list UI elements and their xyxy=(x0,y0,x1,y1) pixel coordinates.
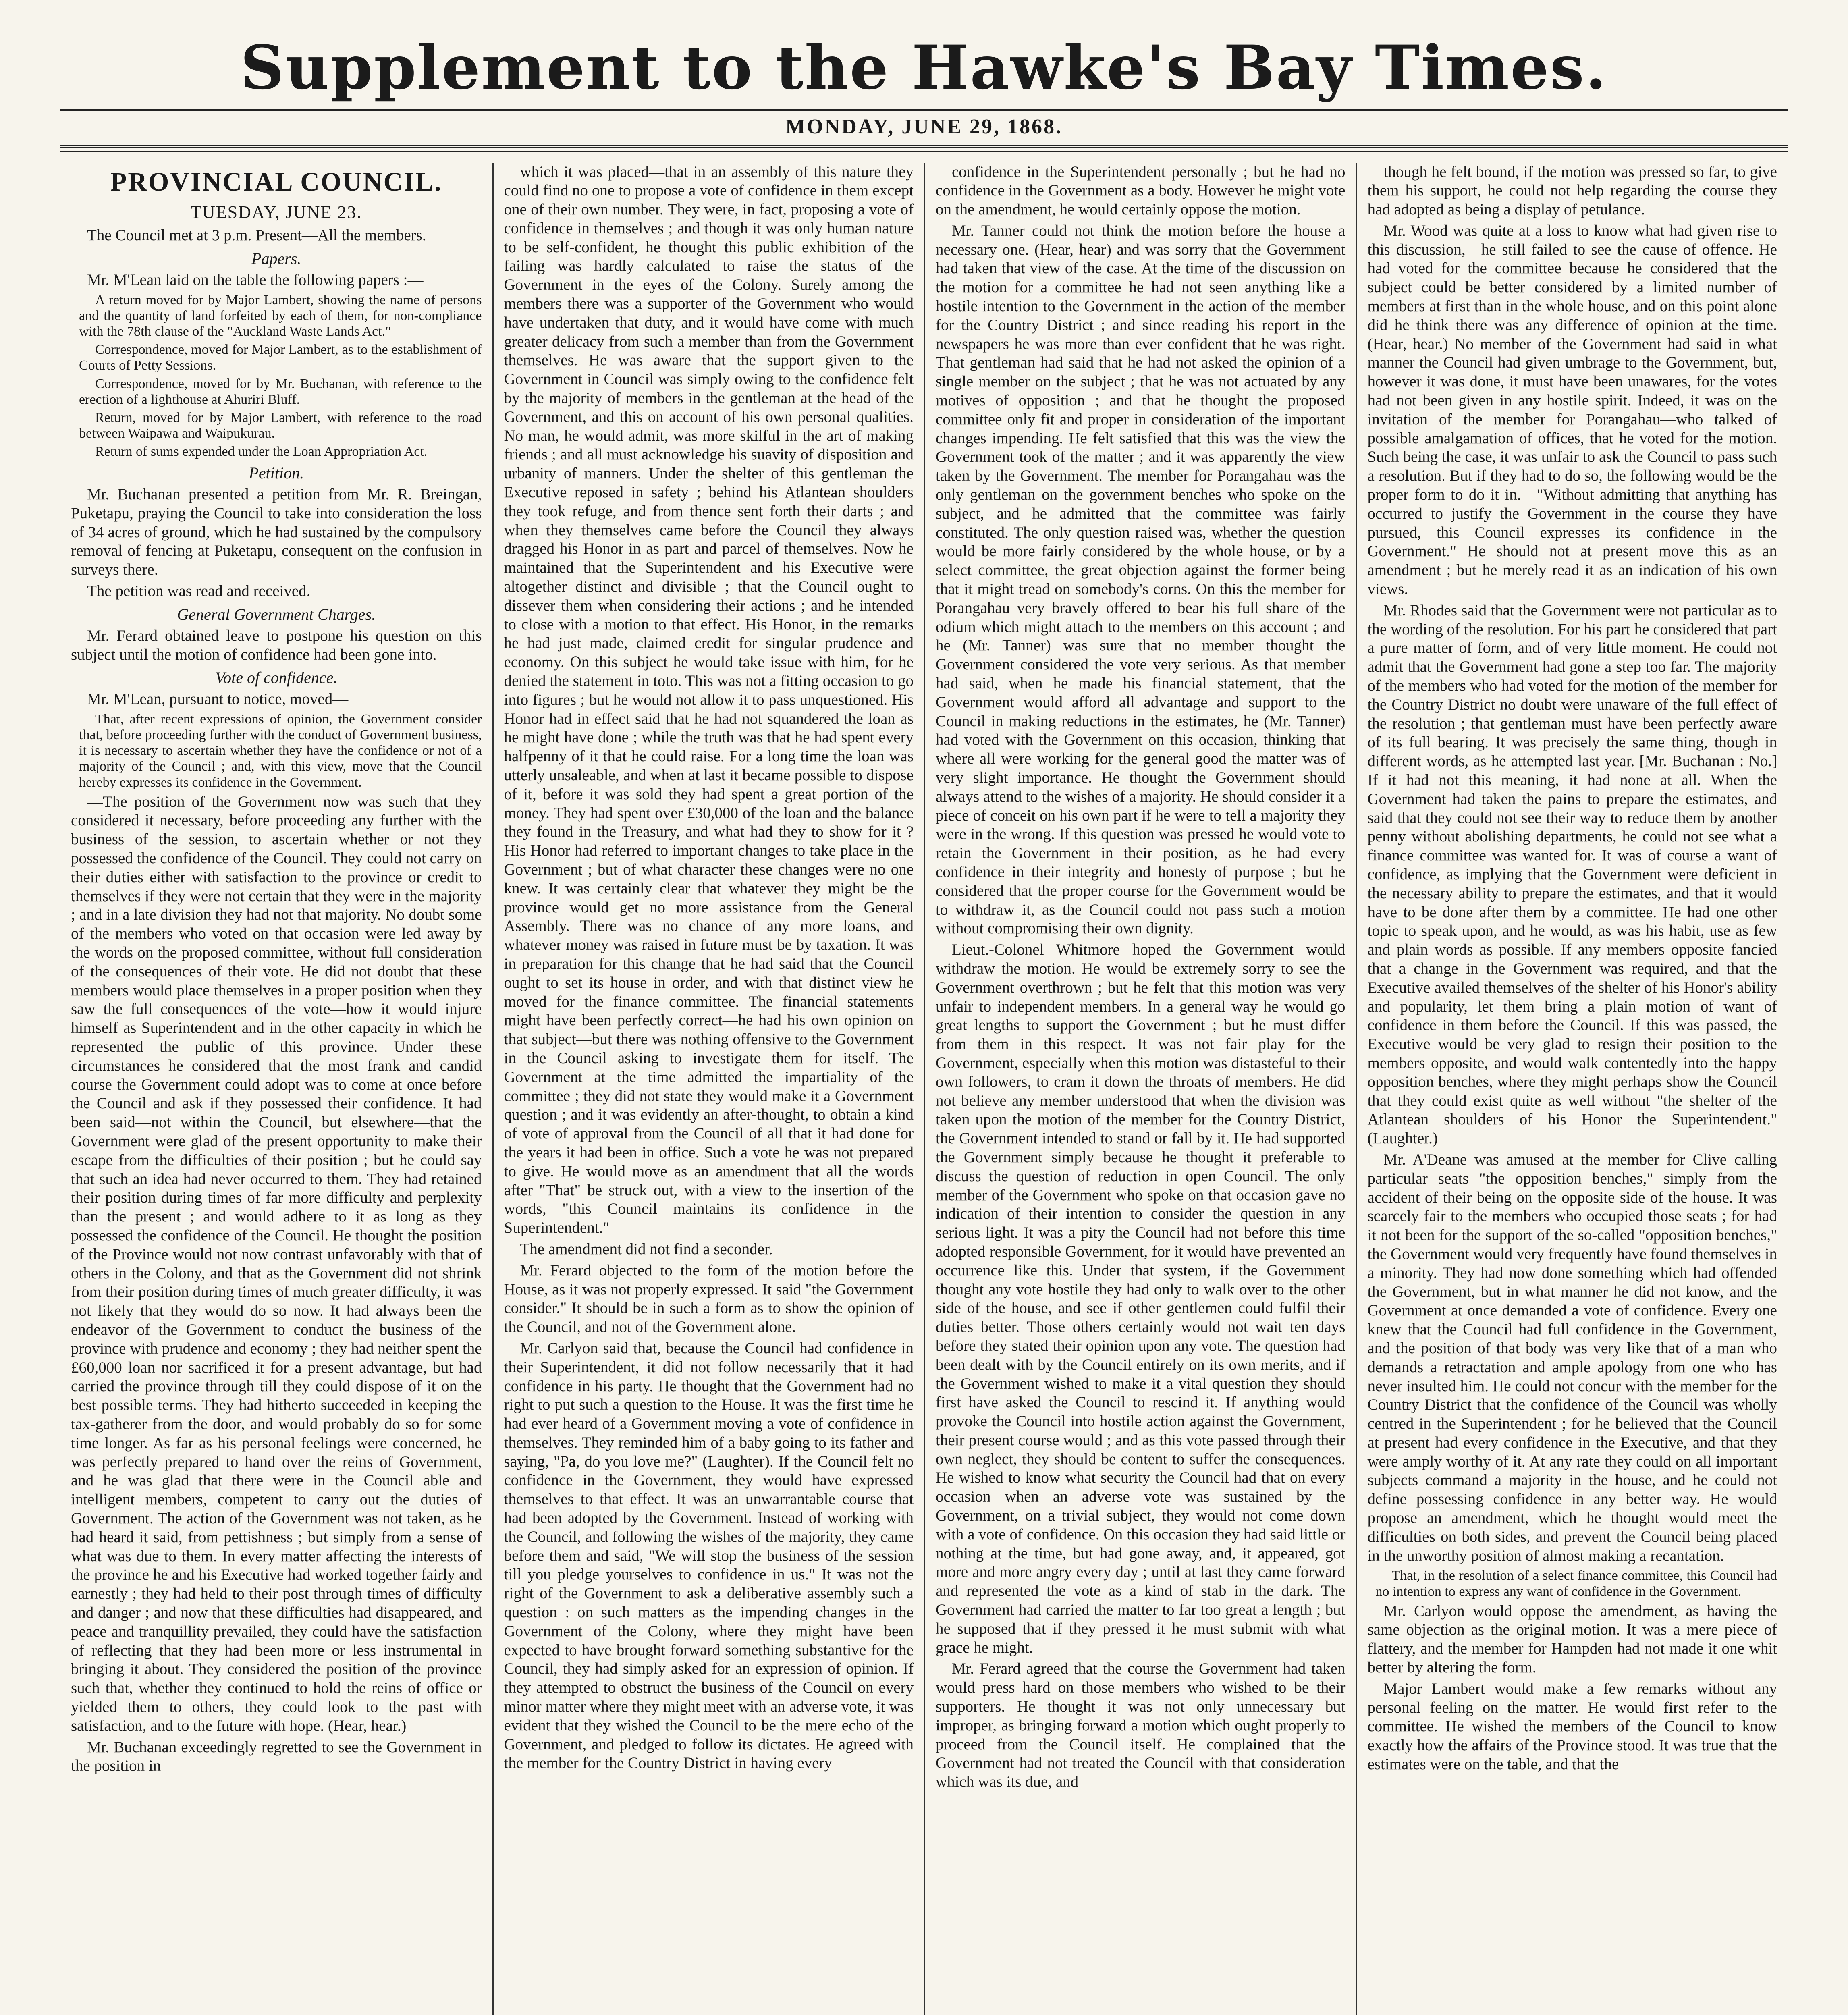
column-1 xyxy=(60,163,492,2015)
petition-paragraph: Mr. Buchanan presented a petition from Mr. R. Breingan, Puketapu, praying the Council to take into consideration the loss of 34 acres of ground, which he had sustained by the compulsory removal of fencing at Puketapu, consequent on the confusion in surveys there. xyxy=(71,486,482,579)
speech-paragraph: Major Lambert would make a few remarks without any personal feeling on the matter. He would first refer to the committee. He wished the members of the Council to know exactly how the affairs of the Province stood. It was true that the estimates were on the table, and that the xyxy=(1367,1680,1777,1773)
masthead: Supplement to the Hawke's Bay Times. xyxy=(240,32,1608,103)
speech-paragraph: Mr. Tanner could not think the motion before the house a necessary one. (Hear, hear) and was sorry that the Government had taken that view of the case. At the time of the discussion on the motion for a committee he had not seen anything like a hostile intention to the Government in the action of the member for the Country District ; and since reading his report in the newspapers he was more than ever confident that he was right. That gentleman had said that he had not asked the opinion of a single member on the subject ; that he was not actuated by any motives of opposition ; and that he thought the proposed committee only fit and proper in consideration of the important changes impending. He felt satisfied that this was the view the Government took of the matter ; and it was apparently the view taken by the Government. The member for Porangahau was the only gentleman on the government benches who spoke on the subject, and he admitted that the committee was fairly constituted. The only question raised was, whether the question would be more fairly considered by the whole house, or by a select committee, the great objection against the former being that it might tread on somebody's corns. On this the member for Porangahau very bravely offered to bear his full share of the odium which might attach to the members on this account ; and he (Mr. Tanner) was sure that no member thought the Government considered the vote very serious. As that member had said, when he made his financial statement, that the Government would afford all advantage and support to the Council in making reductions in the estimates, he (Mr. Tanner) had voted with the Government on this occasion, thinking that where all were working for the general good the matter was of very slight importance. He thought the Government should always attend to the wishes of a majority. He should consider it a piece of conceit on his own part if he were to tell a majority they were in the wrong. If this question was pressed he would vote to retain the Government in their position, as he had every confidence in their integrity and honesty of purpose ; but he considered that the proper course for the Government would be to withdraw it, as the Council could not pass such a motion without compromising their own dignity. xyxy=(936,222,1346,937)
speech-paragraph: which it was placed—that in an assembly of this nature they could find no one to propose a vote of confidence in them except one of their own number. They were, in fact, proposing a vote of confidence in themselves ; and though it was only human nature to be self-confident, he thought this public exhibition of the failing was hardly calculated to raise the status of the Government in the eyes of the Colony. Surely among the members there was a supporter of the Government who would have undertaken that duty, and it would have come with much greater delicacy from such a member than from the Government themselves. He was aware that the support given to the Government in Council was simply owing to the confidence felt by the majority of members in the gentleman at the head of the Government, and this on account of his own personal qualities. No man, he would admit, was more skilful in the art of making friends ; and all must acknowledge his suavity of disposition and urbanity of manners. Under the shelter of this gentleman the Executive reposed in safety ; behind his Atlantean shoulders they took refuge, and from thence sent forth their darts ; and when they themselves came before the Council they always dragged his Honor in as part and parcel of themselves. Now he maintained that the Superintendent and his Executive were altogether distinct and divisible ; that the Council ought to dissever them when considering their actions ; and he intended to close with a motion to that effect. His Honor, in the remarks he had just made, claimed credit for singular prudence and economy. On this subject he would take issue with him, for he denied the statement in toto. This was not a fitting occasion to go into figures ; but he would not allow it to pass unquestioned. His Honor had in effect said that he had not squandered the loan as he might have done ; while the truth was that he had spent every halfpenny of it that he could raise. For a long time the loan was utterly unsaleable, and when at last it became possible to dispose of it, before it was sold they had spent a great portion of the money. They had spent over £30,000 of the loan and the balance they found in the Treasury, and what had they to show for it ? His Honor had referred to important changes to take place in the Government ; but of what character these changes were no one knew. It was certainly clear that whatever they might be the province would get no more assistance from the General Assembly. There was no chance of any more loans, and whatever money was raised in future must be by taxation. It was in preparation for this change that he had said that the Council ought to set its house in order, and with that distinct view he moved for the finance committee. The financial statements might have been perfectly correct—he had his own opinion on that subject—but there was nothing offensive to the Government in the Council asking to investigate them for itself. The Government at the time admitted the impartiality of the committee ; they did not state they would make it a Government question ; and it was evidently an after-thought, to obtain a kind of vote of approval from the Council of all that it had done for the years it had been in office. Such a vote he was not prepared to give. He would move as an amendment that all the words after "That" be struck out, with a view to the insertion of the words, "this Council maintains its confidence in the Superintendent." xyxy=(504,163,914,1237)
speech-paragraph: Mr. Ferard objected to the form of the motion before the House, as it was not properly expressed. It said "the Government consider." It should be in such a form as to show the opinion of the Council, and not of the Government alone. xyxy=(504,1261,914,1336)
speech-paragraph: Mr. Carlyon said that, because the Council had confidence in their Superintendent, it did not follow necessarily that it had confidence in his party. He thought that the Government had no right to put such a question to the House. It was the first time he had ever heard of a Government moving a vote of confidence in themselves. They reminded him of a baby going to its father and saying, "Pa, do you love me?" (Laughter). If the Council felt no confidence in the Government, they would have expressed themselves to that effect. It was an unwarrantable course that had been adopted by the Government. Instead of working with the Council, and following the wishes of the majority, they came before them and said, "We will stop the business of the session till you pledge yourselves to confidence in us." It was not the right of the Government to ask a deliberative assembly such a question : on such matters as the impending changes in the Government of the Colony, where they might have been expected to have brought forward something substantive for the Council, they had simply asked for an expression of opinion. If they attempted to obstruct the business of the Council on every minor matter where they might meet with an adverse vote, it was evident that they wished the Council to be the mere echo of the Government, and pledged to follow its dictates. He agreed with the member for the Country District in having every xyxy=(504,1339,914,1772)
section-date: TUESDAY, JUNE 23. xyxy=(191,202,362,222)
speech-paragraph: The amendment did not find a seconder. xyxy=(520,1240,773,1258)
papers-heading: Papers. xyxy=(251,249,301,268)
vote-intro: Mr. M'Lean, pursuant to notice, moved— xyxy=(87,690,349,708)
intro-paragraph: The Council met at 3 p.m. Present—All the members. xyxy=(87,226,426,244)
paper-item: Return of sums expended under the Loan Appropriation Act. xyxy=(95,444,428,459)
article-columns xyxy=(60,163,1788,2015)
dateline-rule xyxy=(60,145,1788,152)
paper-item: Return, moved for by Major Lambert, with reference to the road between Waipawa and Waipukurau. xyxy=(79,410,482,441)
petition-heading: Petition. xyxy=(249,464,304,482)
speech-paragraph: Mr. Carlyon would oppose the amendment, as having the same objection as the original motion. It was a mere piece of flattery, and the member for Hampden had not made it one whit better by altering the form. xyxy=(1367,1602,1777,1676)
column-3 xyxy=(924,163,1356,2015)
column-2 xyxy=(492,163,924,2015)
speech-paragraph: though he felt bound, if the motion was pressed so far, to give them his support, he could not help regarding the course they had adopted as being a display of petulance. xyxy=(1367,163,1777,218)
speech-paragraph: Mr. Buchanan exceedingly regretted to see the Government in the position in xyxy=(71,1738,482,1775)
motion-text: That, after recent expressions of opinion, the Government consider that, before proceeding further with the conduct of Government business, it is necessary to ascertain whether they have the confidence or not of a majority of the Council ; and, with this view, move that the Council hereby expresses its confidence in the Government. xyxy=(79,712,482,790)
paper-item: Correspondence, moved for Major Lambert, as to the establishment of Courts of Petty Sessions. xyxy=(79,342,482,373)
speech-paragraph: Mr. Rhodes said that the Government were not particular as to the wording of the resolution. For his part he considered that part a pure matter of form, and of very little moment. He could not admit that the Government had gone a step too far. The majority of the members who had voted for the motion of the member for the Country District no doubt were unaware of the full effect of the resolution ; that gentleman must have been perfectly aware of its full bearing. It was precisely the same thing, though in different words, as he attempted last year. [Mr. Buchanan : No.] If it had not this meaning, it had none at all. When the Government had taken the pains to prepare the estimates, and said that they could not see their way to reduce them by another penny without abolishing departments, he could not see what a finance committee was wanted for. It was of course a want of confidence, as implying that the Government were deficient in the necessary ability to prepare the estimates, and that it would have to be done after them by a committee. He had one other topic to speak upon, and he would, as was his habit, use as few and plain words as possible. If any members opposite fancied that a change in the Government was required, and that the Executive availed themselves of the shelter of his Honor's ability and popularity, let them bring a plain motion of want of confidence in them before the Council. If this was passed, the Executive would be very glad to resign their position to the members opposite, and would walk contentedly into the happy opposition benches, where they might perhaps show the Council that they could exist quite as well without "the shelter of the Atlantean shoulders of his Honor the Superintendent." (Laughter.) xyxy=(1367,601,1777,1147)
paper-item: A return moved for by Major Lambert, showing the name of persons and the quantity of land forfeited by each of them, for non-compliance with the 78th clause of the "Auckland Waste Lands Act." xyxy=(79,293,482,339)
paper-item: Correspondence, moved for by Mr. Buchanan, with reference to the erection of a lighthouse at Ahuriri Bluff. xyxy=(79,376,482,407)
amendment-text: That, in the resolution of a select finance committee, this Council had no intention to express any want of confidence in the Government. xyxy=(1375,1568,1777,1599)
papers-list xyxy=(71,292,482,459)
speech-paragraph: —The position of the Government now was such that they considered it necessary, before proceeding any further with the business of the session, to ascertain whether or not they possessed the confidence of the Council. They could not carry on their duties either with satisfaction to the province or credit to themselves if they were not certain that they were in the majority ; and in a late division they had not that majority. No doubt some of the members who voted on that occasion were led away by the words on the proposed committee, without full consideration of the consequences of their vote. He did not doubt that these members would place themselves in a proper position when they saw the full consequences of the vote—how it would injure himself as Superintendent and in the other capacity in which he represented the public of this province. Under these circumstances he considered that the most frank and candid course the Government could adopt was to come at once before the Council and ask if they possessed their confidence. It had been said—not within the Council, but elsewhere—that the Government were glad of the present opportunity to make their escape from the difficulties of their position ; but he could say that such an idea had never occurred to them. They had retained their position during times of far more difficulty and perplexity than the present ; and would adhere to it as long as they possessed the confidence of the Council. He thought the position of the Province would not now contrast unfavorably with that of others in the Colony, and that as the Government did not shrink from their position during times of much greater difficulty, it was not likely that they would do so now. It had always been the endeavor of the Government to conduct the business of the province with prudence and economy ; they had neither spent the £60,000 loan nor sacrificed it for a present advantage, but had carried the province through till they could dispose of it on the best possible terms. They had hitherto succeeded in keeping the tax-gatherer from the door, and would probably do so for some time longer. As far as his personal feelings were concerned, he was perfectly prepared to hand over the reins of Government, and he was glad that there were in the Council able and intelligent members, competent to carry out the duties of Government. The action of the Government was not taken, as he had heard it said, from pettishness ; but simply from a sense of what was due to them. In every matter affecting the interests of the province he and his Executive had worked together fairly and earnestly ; they had held to their post through times of difficulty and danger ; and now that these difficulties had disappeared, and peace and tranquillity prevailed, they could have the satisfaction of reflecting that they had been more or less instrumental in bringing it about. They considered the position of the province such that, whether they continued to hold the reins of office or yielded them to others, they could look to the past with satisfaction, and to the future with hope. (Hear, hear.) xyxy=(71,793,482,1735)
charges-paragraph: Mr. Ferard obtained leave to postpone his question on this subject until the motion of confidence had been gone into. xyxy=(71,627,482,663)
speech-paragraph: Mr. A'Deane was amused at the member for Clive calling particular seats "the opposition benches," simply from the accident of their being on the opposite side of the house. It was scarcely fair to the members who occupied those seats ; for had it not been for the support of the so-called "opposition benches," the Government would very frequently have found themselves in a minority. They had now done something which had offended the Government, but in what manner he did not know, and the Government at once demanded a vote of confidence. Every one knew that the Council had full confidence in the Government, and the position of that body was very like that of a man who demands a retractation and ample apology from one who has never insulted him. He could not concur with the member for the Country District that the confidence of the Council was wholly centred in the Superintendent ; for he believed that the Council at present had every confidence in the Executive, and that they were amply worthy of it. At any rate they could on all important subjects command a majority in the house, and he could not define possessing confidence in any better way. He would propose an amendment, which he thought would meet the difficulties on both sides, and prevent the Council being placed in the unworthy position of almost making a recantation. xyxy=(1367,1151,1777,1564)
masthead-rule xyxy=(60,109,1788,111)
speech-paragraph: confidence in the Superintendent personally ; but he had no confidence in the Government as a body. However he might vote on the amendment, he would certainly oppose the motion. xyxy=(936,163,1346,218)
speech-paragraph: Mr. Wood was quite at a loss to know what had given rise to this discussion,—he still failed to see the cause of offence. He had voted for the committee because he considered that the subject could be better considered by a limited number of members at first than in the whole house, and on this point alone did he think there was any difference of opinion at the time. (Hear, hear.) No member of the Government had said in what manner the Council had given umbrage to the Government, but, however it was done, it must have been unawares, for the votes had not been given in any hostile spirit. Indeed, it was on the invitation of the member for Porangahau—who talked of possible amalgamation of offices, that he voted for the motion. Such being the case, it was unfair to ask the Council to pass such a resolution. But if they had to do so, the following would be the proper form to do it in.—"Without admitting that anything has occurred to justify the Government in the course they have pursued, this Council expresses its confidence in the Government." He should not at present move this as an amendment ; but he merely read it as an indication of his own views. xyxy=(1367,222,1777,598)
charges-heading: General Government Charges. xyxy=(177,605,376,623)
section-title: PROVINCIAL COUNCIL. xyxy=(110,167,442,197)
speech-paragraph: Mr. Ferard agreed that the course the Government had taken would press hard on those members who wished to be their supporters. He thought it was not only unnecessary but improper, as bringing forward a motion which ought properly to proceed from the Council itself. He complained that the Government had not treated the Council with that consideration which was its due, and xyxy=(936,1660,1346,1791)
vote-heading: Vote of confidence. xyxy=(215,669,338,687)
column-4 xyxy=(1356,163,1788,2015)
dateline: MONDAY, JUNE 29, 1868. xyxy=(785,115,1063,138)
petition-received: The petition was read and received. xyxy=(87,582,311,600)
speech-paragraph: Lieut.-Colonel Whitmore hoped the Government would withdraw the motion. He would be extremely sorry to see the Government overthrown ; but he felt that this motion was very unfair to independent members. In a general way he would go great lengths to support the Government ; but he must differ from them in this respect. It was not fair play for the Government, especially when this motion was distasteful to their own followers, to cram it down the throats of members. He did not believe any member understood that when the division was taken upon the motion of the member for the Country District, the Government intended to stand or fall by it. He had supported the Government simply because he thought it preferable to discuss the question of reduction in open Council. The only member of the Government who spoke on that occasion gave no indication of their intention to consider the question in any serious light. It was a pity the Council had not before this time adopted responsible Government, for it would have prevented an occurrence like this. Under that system, if the Government thought any vote hostile they had only to walk over to the other side of the house, and see if other gentlemen could fulfil their duties better. Those others certainly would not wait ten days before they stated their opinion upon any vote. The question had been dealt with by the Council entirely on its own merits, and if the Government wished to make it a vital question they should first have asked the Council to rescind it. If anything would provoke the Council into hostile action against the Government, their present course would ; and as this vote passed through their own neglect, they should be content to suffer the consequences. He wished to know what security the Council had that on every occasion when an adverse vote was sustained by the Government, on a trivial subject, they would not come down with a vote of confidence. On this occasion they had said little or nothing at the time, but had gone away, and, it appeared, got more and more angry every day ; until at last they came forward and represented the vote as a kind of stab in the dark. The Government had carried the matter to far too great a length ; but he supposed that if they pressed it he must submit with what grace he might. xyxy=(936,941,1346,1656)
papers-intro: Mr. M'Lean laid on the table the following papers :— xyxy=(87,271,424,289)
